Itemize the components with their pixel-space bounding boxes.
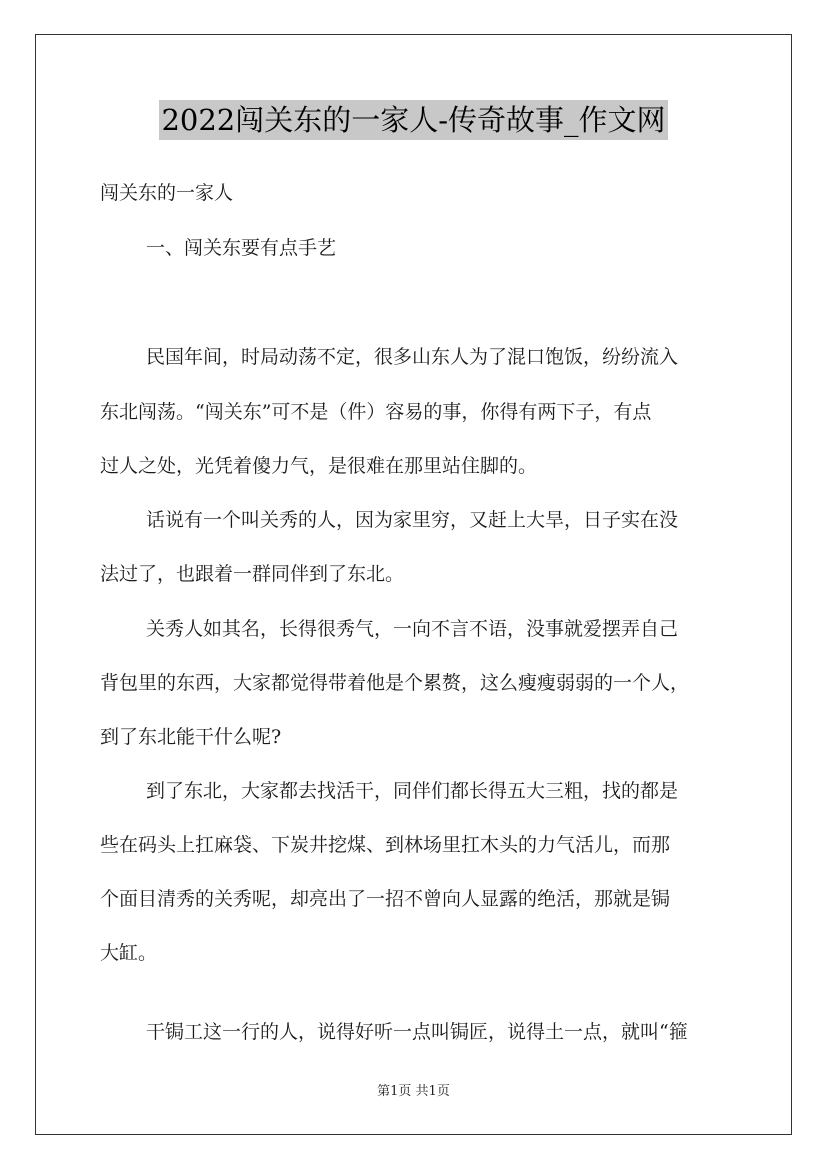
paragraph-line: 关秀人如其名，长得很秀气，一向不言不语，没事就爱摆弄自己 xyxy=(146,618,679,640)
paragraph-line: 话说有一个叫关秀的人，因为家里穷，又赶上大旱，日子实在没 xyxy=(146,509,679,531)
page-number-footer: 第1页 共1页 xyxy=(377,1084,450,1099)
paragraph-line: 些在码头上扛麻袋、下炭井挖煤、到林场里扛木头的力气活儿，而那 xyxy=(100,834,671,856)
paragraph-line: 过人之处，光凭着傻力气，是很难在那里站住脚的。 xyxy=(100,455,538,477)
paragraph-line: 到了东北，大家都去找活干，同伴们都长得五大三粗，找的都是 xyxy=(146,780,679,802)
title-container xyxy=(0,100,827,140)
document-title: 2022闯关东的一家人-传奇故事_作文网 xyxy=(159,100,667,140)
paragraph-line: 到了东北能干什么呢? xyxy=(100,726,282,748)
paragraph-line: 民国年间，时局动荡不定，很多山东人为了混口饱饭，纷纷流入 xyxy=(146,346,679,368)
section-heading: 一、闯关东要有点手艺 xyxy=(146,237,337,259)
paragraph-line: 东北闯荡。“闯关东”可不是（件）容易的事，你得有两下子，有点 xyxy=(100,401,652,423)
paragraph-line: 干锔工这一行的人，说得好听一点叫锔匠，说得土一点，就叫“箍 xyxy=(146,1021,688,1043)
paragraph-line: 个面目清秀的关秀呢，却亮出了一招不曾向人显露的绝活，那就是锔 xyxy=(100,888,671,910)
paragraph-line: 大缸。 xyxy=(100,942,158,964)
paragraph-line: 背包里的东西，大家都觉得带着他是个累赘，这么瘦瘦弱弱的一个人， xyxy=(100,672,690,694)
subtitle-line: 闯关东的一家人 xyxy=(100,182,234,204)
paragraph-line: 法过了，也跟着一群同伴到了东北。 xyxy=(100,563,405,585)
